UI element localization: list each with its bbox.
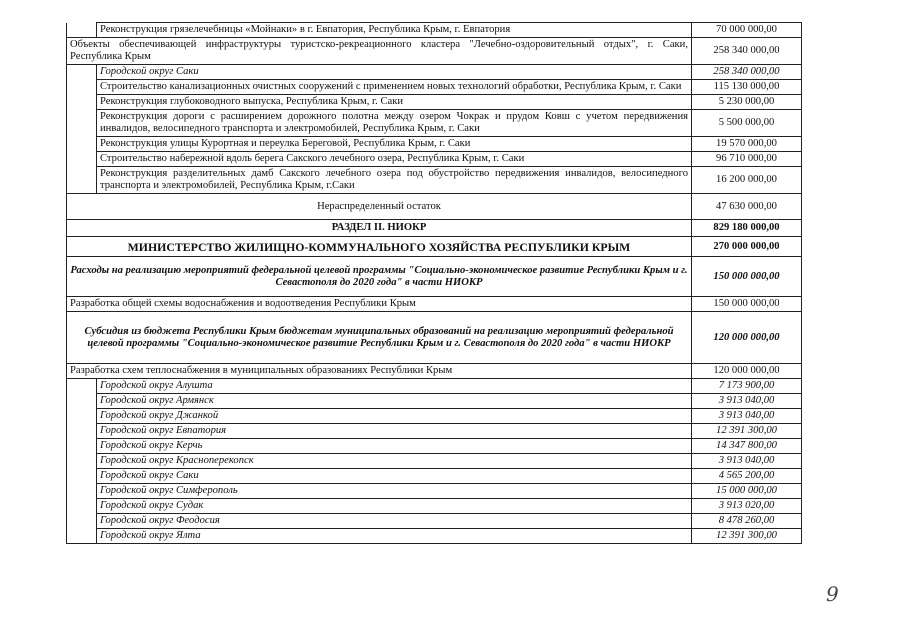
table-row bbox=[67, 454, 802, 469]
row-name: Городской округ Джанкой bbox=[97, 409, 692, 424]
table-row bbox=[67, 484, 802, 499]
row-name: Городской округ Судак bbox=[97, 499, 692, 514]
row-amount: 150 000 000,00 bbox=[692, 297, 802, 312]
indent-cell bbox=[67, 409, 97, 424]
table-row bbox=[67, 23, 802, 38]
table-row bbox=[67, 38, 802, 65]
table-row bbox=[67, 237, 802, 257]
table-row bbox=[67, 409, 802, 424]
table-row bbox=[67, 499, 802, 514]
row-name: Реконструкция разделительных дамб Сакского лечебного озера под обустройство передвижения инвалидов, велосипедного транспорта и электромобилей, Республика Крым, г.Саки bbox=[97, 167, 692, 194]
row-amount: 3 913 040,00 bbox=[692, 394, 802, 409]
row-name: Реконструкция дороги с расширением дорожного полотна между озером Чокрак и прудом Ковш с учетом передвижения инвалидов, велосипедного транспорта и электромобилей, Республика Крым, г. Саки bbox=[97, 110, 692, 137]
row-amount: 15 000 000,00 bbox=[692, 484, 802, 499]
row-amount: 5 230 000,00 bbox=[692, 95, 802, 110]
row-name: Разработка схем теплоснабжения в муниципальных образованиях Республики Крым bbox=[67, 364, 692, 379]
row-name: Городской округ Саки bbox=[97, 469, 692, 484]
row-amount: 3 913 040,00 bbox=[692, 454, 802, 469]
row-name: Нераспределенный остаток bbox=[67, 194, 692, 220]
indent-cell bbox=[67, 454, 97, 469]
row-name: Реконструкция грязелечебницы «Мойнаки» в г. Евпатория, Республика Крым, г. Евпатория bbox=[97, 23, 692, 38]
table-row bbox=[67, 439, 802, 454]
row-amount: 115 130 000,00 bbox=[692, 80, 802, 95]
indent-cell bbox=[67, 529, 97, 544]
table-row bbox=[67, 312, 802, 364]
indent-cell bbox=[67, 23, 97, 38]
row-name: Городской округ Ялта bbox=[97, 529, 692, 544]
page-number: 9 bbox=[826, 582, 839, 606]
indent-cell bbox=[67, 167, 97, 194]
table-row bbox=[67, 529, 802, 544]
table-row bbox=[67, 469, 802, 484]
row-name: Строительство набережной вдоль берега Сакского лечебного озера, Республика Крым, г. Саки bbox=[97, 152, 692, 167]
budget-table bbox=[66, 22, 802, 544]
row-amount: 14 347 800,00 bbox=[692, 439, 802, 454]
indent-cell bbox=[67, 80, 97, 95]
row-amount: 12 391 300,00 bbox=[692, 424, 802, 439]
program-title: Расходы на реализацию мероприятий федеральной целевой программы "Социально-экономическое развитие Республики Крым и г. Севастополя до 2020 года" в части НИОКР bbox=[67, 257, 692, 297]
table-row bbox=[67, 364, 802, 379]
indent-cell bbox=[67, 110, 97, 137]
table-row bbox=[67, 95, 802, 110]
row-name: Городской округ Феодосия bbox=[97, 514, 692, 529]
indent-cell bbox=[67, 379, 97, 394]
row-amount: 258 340 000,00 bbox=[692, 65, 802, 80]
row-name: Городской округ Армянск bbox=[97, 394, 692, 409]
row-name: Городской округ Красноперекопск bbox=[97, 454, 692, 469]
row-name: Реконструкция улицы Курортная и переулка Береговой, Республика Крым, г. Саки bbox=[97, 137, 692, 152]
table-row bbox=[67, 152, 802, 167]
row-amount: 12 391 300,00 bbox=[692, 529, 802, 544]
row-amount: 258 340 000,00 bbox=[692, 38, 802, 65]
section-title: РАЗДЕЛ II. НИОКР bbox=[67, 220, 692, 237]
table-row bbox=[67, 194, 802, 220]
row-name: Городской округ Евпатория bbox=[97, 424, 692, 439]
indent-cell bbox=[67, 514, 97, 529]
table-row bbox=[67, 137, 802, 152]
indent-cell bbox=[67, 499, 97, 514]
table-row bbox=[67, 80, 802, 95]
table-row bbox=[67, 167, 802, 194]
row-amount: 120 000 000,00 bbox=[692, 364, 802, 379]
table-row bbox=[67, 379, 802, 394]
row-amount: 829 180 000,00 bbox=[692, 220, 802, 237]
row-name: Строительство канализационных очистных сооружений с применением новых технологий обработки, Республика Крым, г. Саки bbox=[97, 80, 692, 95]
indent-cell bbox=[67, 469, 97, 484]
table-row bbox=[67, 424, 802, 439]
row-amount: 270 000 000,00 bbox=[692, 237, 802, 257]
subsidy-title: Субсидия из бюджета Республики Крым бюджетам муниципальных образований на реализацию мероприятий федеральной целевой программы "Социально-экономическое развитие Республики Крым и г. Севастополя до 2020 года" в части НИОКР bbox=[67, 312, 692, 364]
table-row bbox=[67, 65, 802, 80]
row-amount: 8 478 260,00 bbox=[692, 514, 802, 529]
row-amount: 47 630 000,00 bbox=[692, 194, 802, 220]
row-amount: 4 565 200,00 bbox=[692, 469, 802, 484]
indent-cell bbox=[67, 137, 97, 152]
row-name: Городской округ Керчь bbox=[97, 439, 692, 454]
indent-cell bbox=[67, 394, 97, 409]
indent-cell bbox=[67, 484, 97, 499]
indent-cell bbox=[67, 424, 97, 439]
row-amount: 70 000 000,00 bbox=[692, 23, 802, 38]
table-row bbox=[67, 220, 802, 237]
row-name: Реконструкция глубоководного выпуска, Республика Крым, г. Саки bbox=[97, 95, 692, 110]
row-amount: 3 913 040,00 bbox=[692, 409, 802, 424]
row-name: Разработка общей схемы водоснабжения и водоотведения Республики Крым bbox=[67, 297, 692, 312]
table-row bbox=[67, 110, 802, 137]
row-name: Городской округ Алушта bbox=[97, 379, 692, 394]
ministry-title: МИНИСТЕРСТВО ЖИЛИЩНО-КОММУНАЛЬНОГО ХОЗЯЙСТВА РЕСПУБЛИКИ КРЫМ bbox=[67, 237, 692, 257]
row-amount: 19 570 000,00 bbox=[692, 137, 802, 152]
indent-cell bbox=[67, 439, 97, 454]
row-name: Городской округ Саки bbox=[97, 65, 692, 80]
row-amount: 16 200 000,00 bbox=[692, 167, 802, 194]
row-amount: 5 500 000,00 bbox=[692, 110, 802, 137]
table-row bbox=[67, 257, 802, 297]
row-name: Объекты обеспечивающей инфраструктуры туристско-рекреационного кластера "Лечебно-оздоровительный отдых", г. Саки, Республика Крым bbox=[67, 38, 692, 65]
row-amount: 96 710 000,00 bbox=[692, 152, 802, 167]
indent-cell bbox=[67, 95, 97, 110]
indent-cell bbox=[67, 65, 97, 80]
row-amount: 150 000 000,00 bbox=[692, 257, 802, 297]
table-row bbox=[67, 514, 802, 529]
row-amount: 120 000 000,00 bbox=[692, 312, 802, 364]
row-amount: 3 913 020,00 bbox=[692, 499, 802, 514]
indent-cell bbox=[67, 152, 97, 167]
row-amount: 7 173 900,00 bbox=[692, 379, 802, 394]
row-name: Городской округ Симферополь bbox=[97, 484, 692, 499]
table-row bbox=[67, 297, 802, 312]
table-row bbox=[67, 394, 802, 409]
